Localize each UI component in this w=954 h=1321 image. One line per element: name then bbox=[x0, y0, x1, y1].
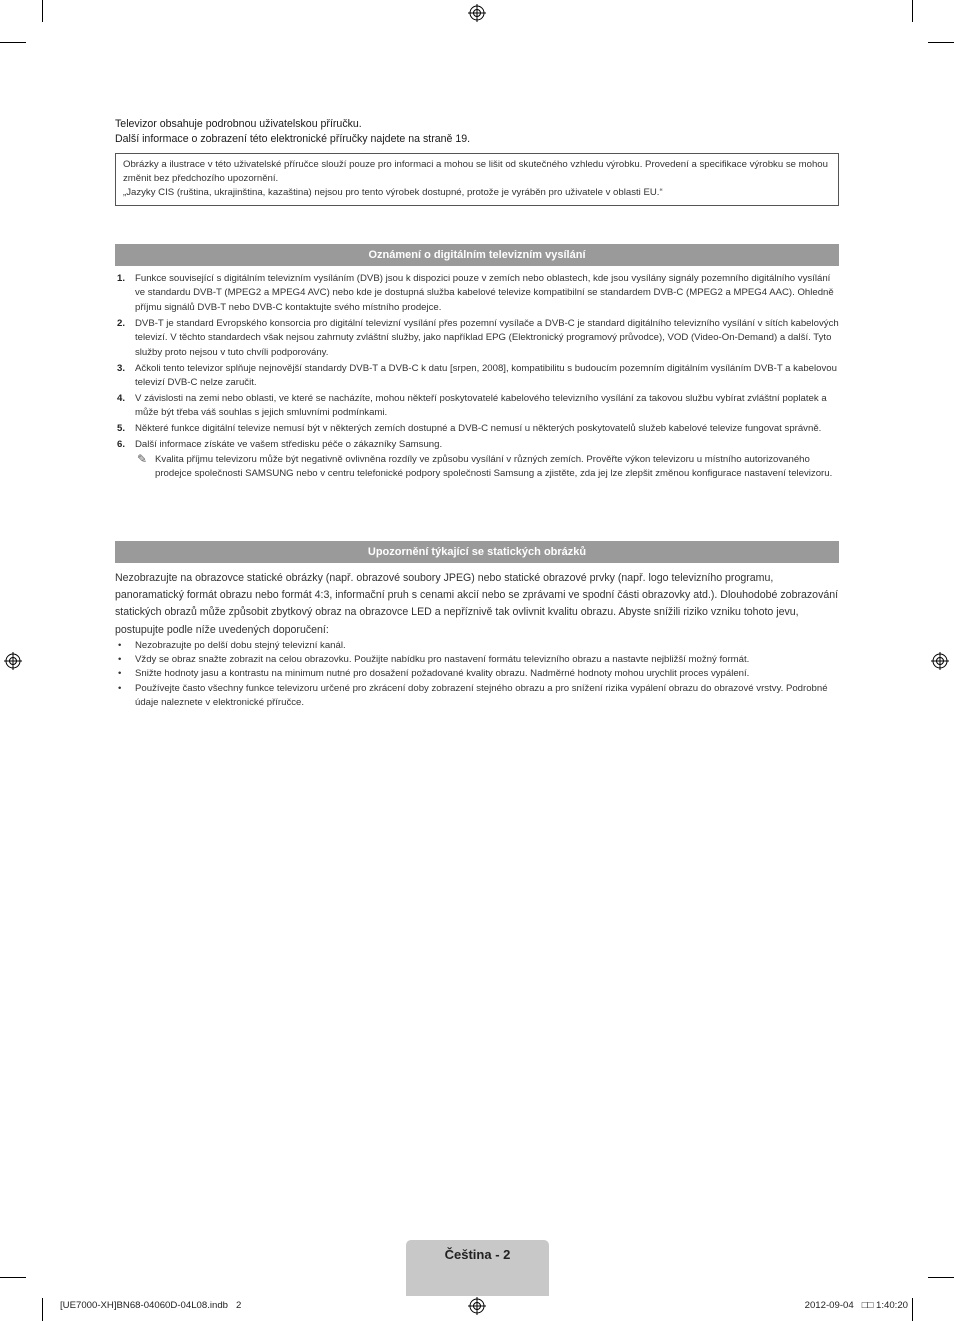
footer-date: 2012-09-04 bbox=[804, 1300, 862, 1311]
list-item bbox=[115, 317, 839, 360]
intro-line-2: Další informace o zobrazení této elektronické příručky najdete na straně 19. bbox=[115, 133, 471, 145]
crop-mark bbox=[42, 0, 43, 22]
static-images-paragraph: Nezobrazujte na obrazovce statické obrázky (např. obrazové soubory JPEG) nebo statické obrazové prvky (např. logo televizního programu, panoramatický formát obrazu nebo formát 4:3, informační pruh s cenami akcií nebo se zprávami ve spodní části obrazovky atd.). Dlouhodobé zobrazování statických obrazů může způsobit zbytkový obraz na obrazovce LED a nepříznivě tak ovlivnit kvalitu obrazu. Abyste snížili riziko vzniku tohoto jevu, postupujte podle níže uvedených doporučení: bbox=[115, 572, 839, 636]
crop-mark bbox=[0, 1277, 26, 1278]
list-number: 4. bbox=[117, 393, 126, 405]
footer-time: 1:40:20 bbox=[873, 1300, 908, 1311]
notice-paragraph-2: „Jazyky CIS (ruština, ukrajinština, kazaština) nejsou pro tento výrobek dostupné, protože je vyráběn pro uživatele v oblasti EU.“ bbox=[123, 187, 663, 198]
intro-line-1: Televizor obsahuje podrobnou uživatelskou příručku. bbox=[115, 118, 362, 130]
list-item-text: Funkce související s digitálním televizním vysíláním (DVB) jsou k dispozici pouze v zemích nebo oblastech, kde jsou vysílány signály pozemního digitálního vysílání ve standardu DVB-T (MPEG2 a MPEG4 AVC) nebo kde je dostupná služba kabelové televize kompatibilní se standardem DVB-C (MPEG2 a MPEG4 AAC). Ohledně příjmu signálů DVB-T nebo DVB-C kontaktujte svého místního prodejce. bbox=[135, 273, 834, 313]
registration-mark-icon bbox=[931, 652, 949, 670]
notice-paragraph-1: Obrázky a ilustrace v této uživatelské příručce slouží pouze pro informaci a mohou se lišit od skutečného vzhledu výrobku. Provedení a specifikace výrobku se mohou změnit bez předchozího upozornění. bbox=[123, 159, 828, 184]
crop-mark bbox=[912, 1298, 913, 1321]
intro bbox=[115, 117, 839, 147]
footer-timestamp bbox=[805, 1300, 908, 1311]
notice-box bbox=[115, 153, 839, 206]
list-number: 6. bbox=[117, 439, 126, 451]
note bbox=[135, 453, 839, 482]
list-number: 3. bbox=[117, 362, 126, 374]
crop-mark bbox=[912, 0, 913, 22]
list-number: 2. bbox=[117, 317, 126, 329]
crop-mark bbox=[928, 42, 954, 43]
list-item bbox=[115, 362, 839, 391]
list-item-text: Ačkoli tento televizor splňuje nejnovější standardy DVB-T a DVB-C k datu [srpen, 2008], kompatibilitu s budoucím pozemním digitálním vysíláním DVB-T a kabelovou televizí DVB-C nelze zaručit. bbox=[135, 362, 837, 389]
list-item bbox=[115, 438, 839, 481]
bullet-item: • Nezobrazujte po delší dobu stejný televizní kanál. bbox=[115, 639, 839, 653]
pencil-note-icon: ✎ bbox=[137, 451, 148, 466]
list-item-text: Další informace získáte ve vašem středisku péče o zákazníky Samsung. bbox=[135, 439, 443, 451]
list-number: 5. bbox=[117, 423, 126, 435]
static-images-bullets bbox=[115, 639, 839, 710]
bullet-item: • Používejte často všechny funkce televizoru určené pro zkrácení doby zobrazení stejného obrazu a pro snížení rizika vypálení obrazu do obrazové vrstvy. Podrobné údaje naleznete v elektronické příručce. bbox=[115, 682, 839, 710]
page-number-tab bbox=[406, 1240, 549, 1296]
crop-mark bbox=[928, 1277, 954, 1278]
registration-mark-icon bbox=[468, 1297, 486, 1315]
section-title-static-images: Upozornění týkající se statických obrázků bbox=[115, 541, 839, 563]
list-item bbox=[115, 422, 839, 436]
section-title-digital-broadcast: Oznámení o digitálním televizním vysílání bbox=[115, 244, 839, 266]
list-number: 1. bbox=[117, 273, 126, 284]
bullet-item: • Vždy se obraz snažte zobrazit na celou obrazovku. Použijte nabídku pro nastavení formátu televizního obrazu a nastavte nejbližší možný formát. bbox=[115, 653, 839, 667]
bullet-item: • Snižte hodnoty jasu a kontrastu na minimum nutné pro dosažení požadované kvality obrazu. Nadměrné hodnoty mohou urychlit proces vypálení. bbox=[115, 667, 839, 681]
list-item-text: DVB-T je standard Evropského konsorcia pro digitální televizní vysílání přes pozemní vysílače a DVB-C je standard digitálního televizního vysílání v sítích kabelových televizí. V těchto standardech však nejsou zahrnuty zvláštní služby, jako například EPG (Elektronický programový průvodce), VOD (Video-On-Demand) a další. Tyto služby proto nejsou v tuto chvíli podporovány. bbox=[135, 317, 839, 358]
list-item bbox=[115, 392, 839, 421]
list-item bbox=[115, 272, 839, 315]
footer-boxes: □□ bbox=[861, 1300, 874, 1311]
list-item-text: Některé funkce digitální televize nemusí být v některých zemích dostupné a DVB-C nemusí u některých poskytovatelů služeb kabelové televize fungovat správně. bbox=[135, 423, 822, 435]
crop-mark bbox=[42, 1298, 43, 1321]
list-item-text: V závislosti na zemi nebo oblasti, ve které se nacházíte, mohou někteří poskytovatelé kabelového televizního vysílání za takovou službu vybírat zvláštní poplatek a může být třeba váš souhlas s jejich smluvními podmínkami. bbox=[135, 393, 827, 419]
page-number: Čeština - 2 bbox=[444, 1247, 511, 1262]
registration-mark-icon bbox=[4, 652, 22, 670]
note-text: Kvalita příjmu televizoru může být negativně ovlivněna rozdíly ve způsobu vysílání v různých zemích. Prověřte výkon televizoru u místního autorizovaného prodejce společnosti SAMSUNG nebo v centru telefonické podpory společnosti Samsung a zjistěte, zda jej lze zlepšit změnou konfigurace nastavení televizoru. bbox=[155, 453, 833, 480]
registration-mark-icon bbox=[468, 4, 486, 22]
footer-file: [UE7000-XH]BN68-04060D-04L08.indb 2 bbox=[60, 1300, 242, 1311]
crop-mark bbox=[0, 42, 26, 43]
digital-broadcast-list bbox=[115, 272, 839, 483]
